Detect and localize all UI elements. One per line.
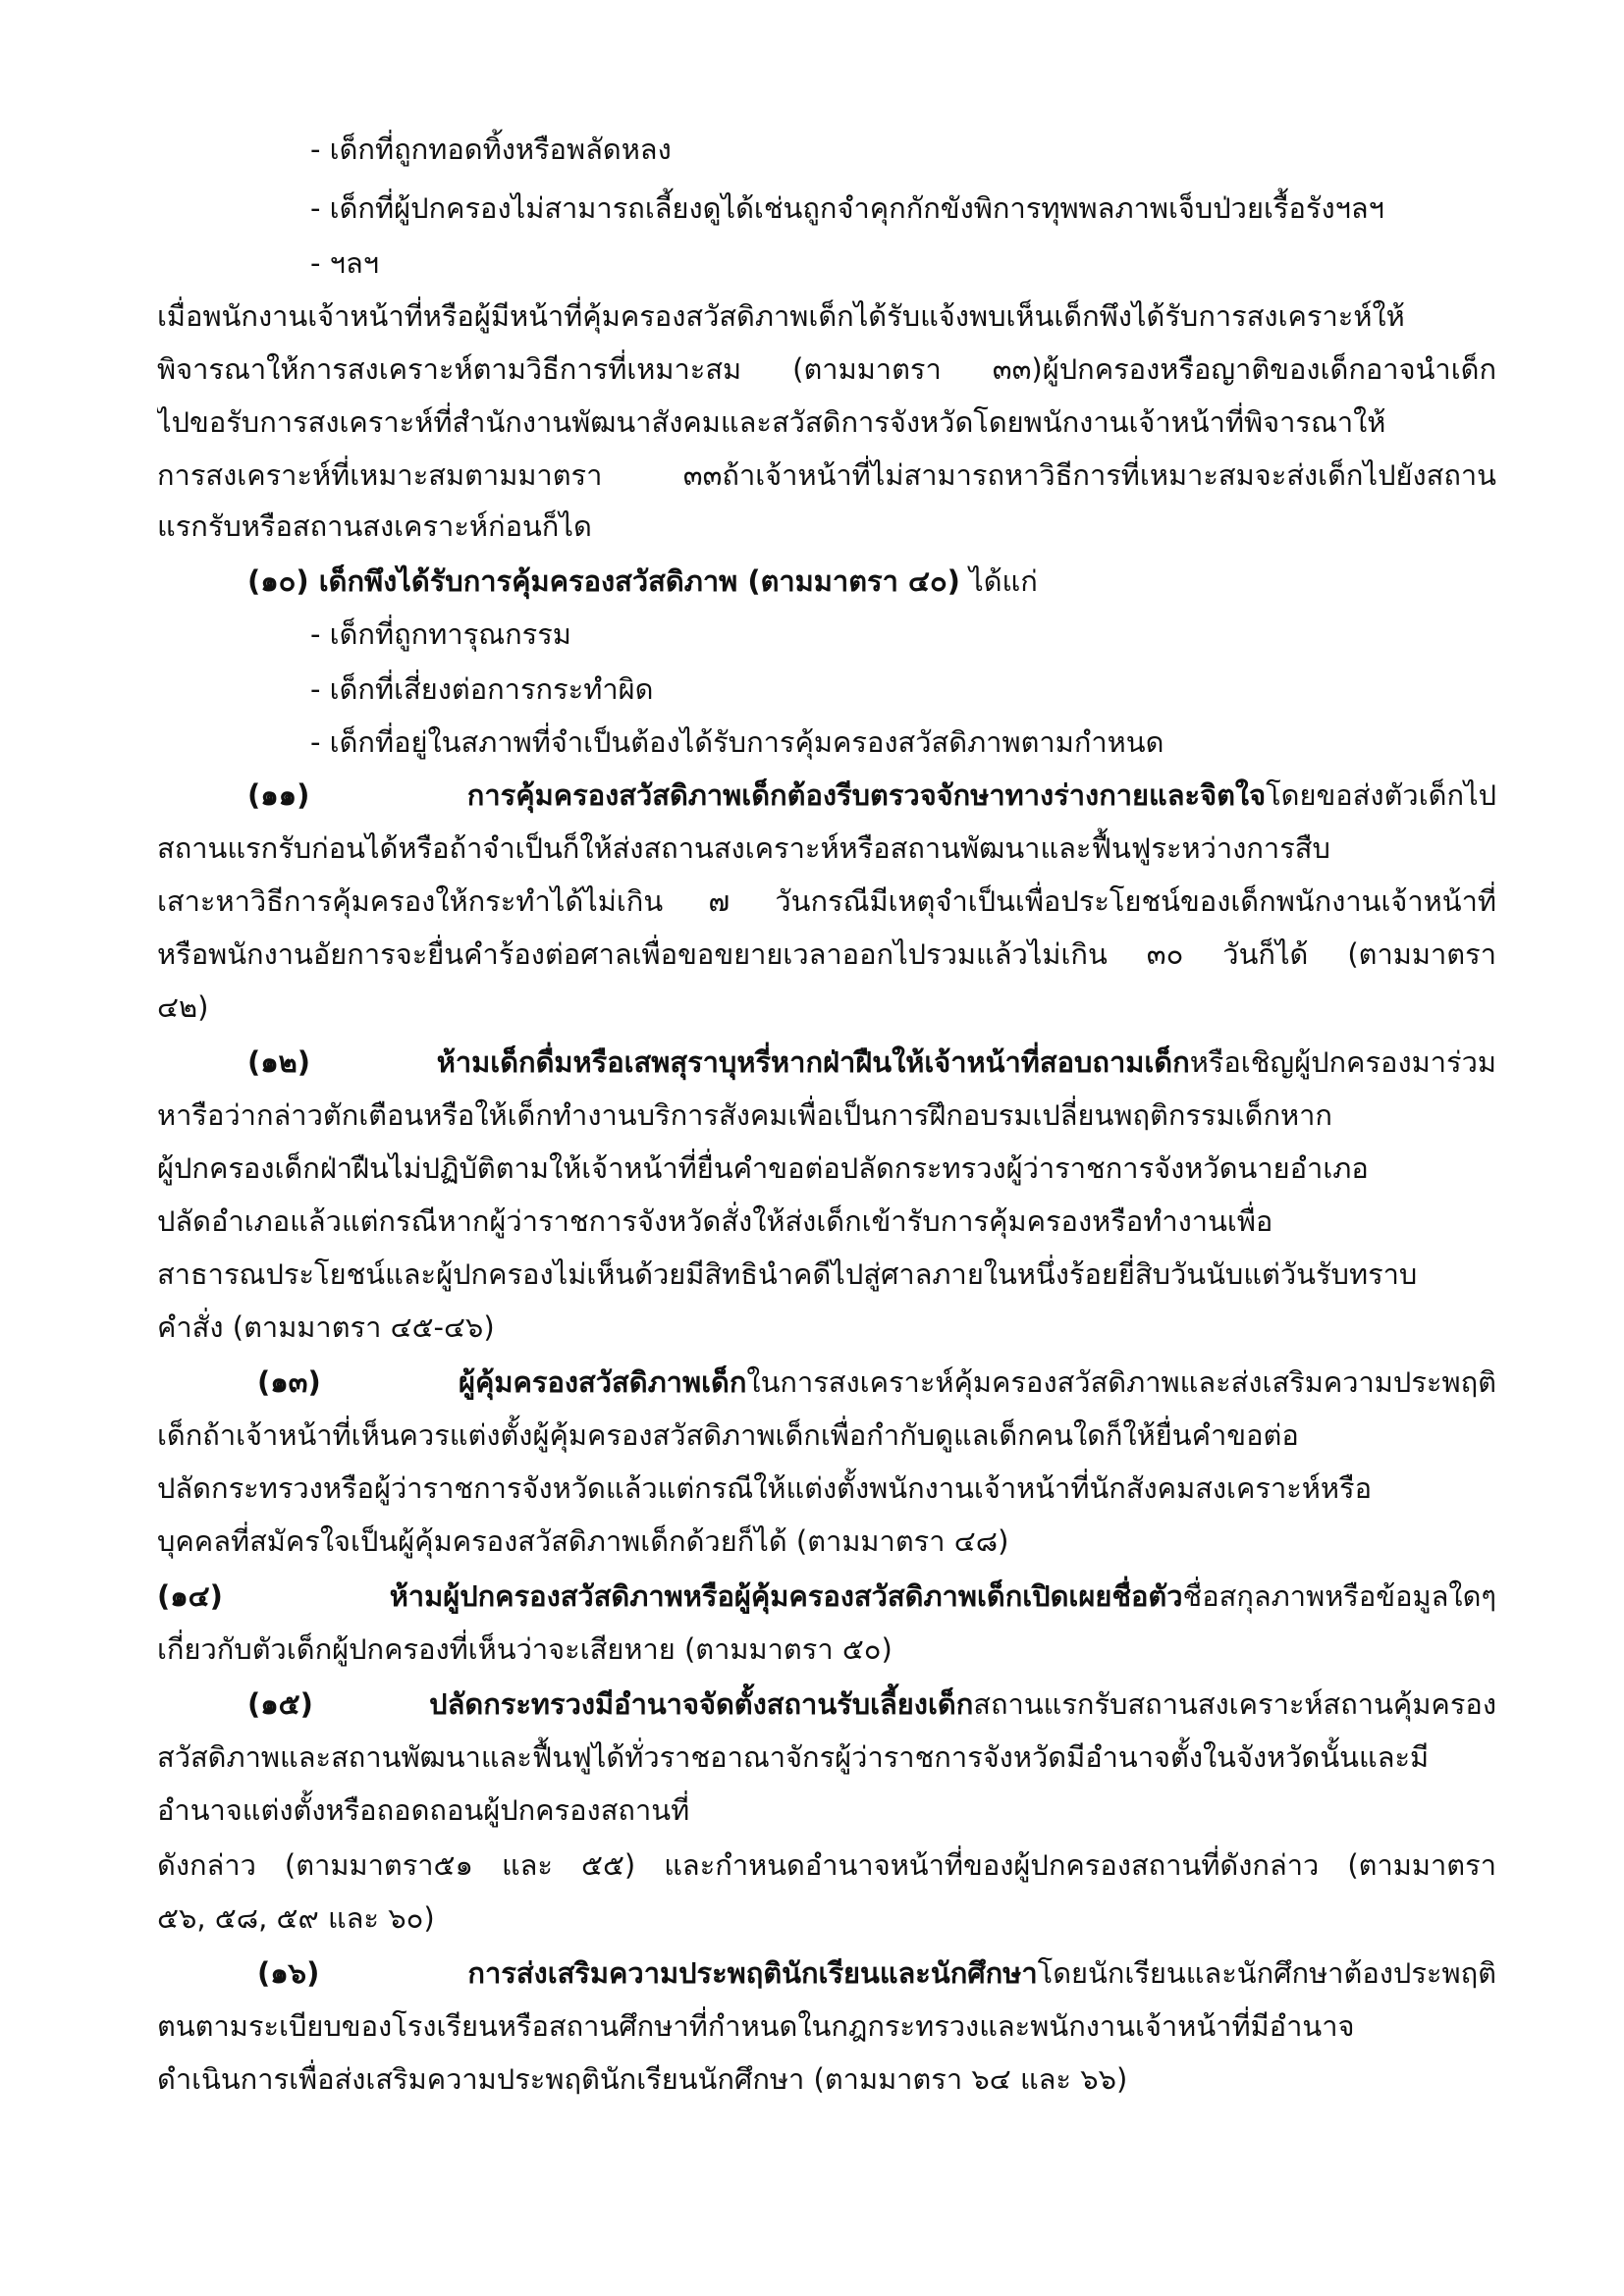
paragraph-line: การสงเคราะห์ที่เหมาะสมตามมาตรา ๓๓ถ้าเจ้าหน้าที่ไม่สามารถหาวิธีการที่เหมาะสมจะส่งเด็กไปยังสถาน [157, 458, 1496, 492]
section-heading: (๑๖) การส่งเสริมความประพฤตินักเรียนและนักศึกษา [257, 1956, 1038, 1990]
section-12-heading-line [247, 1037, 1496, 1088]
list-item: - ฯลฯ [310, 246, 380, 280]
section-10-heading-line [247, 556, 1496, 607]
list-item: - เด็กที่ถูกทอดทิ้งหรือพลัดหลง [310, 133, 672, 166]
paragraph-line: หารือว่ากล่าวตักเตือนหรือให้เด็กทำงานบริการสังคมเพื่อเป็นการฝึกอบรมเปลี่ยนพฤติกรรมเด็กหาก [157, 1098, 1332, 1132]
list-item: - เด็กที่ผู้ปกครองไม่สามารถเลี้ยงดูได้เช่นถูกจำคุกกักขังพิการทุพพลภาพเจ็บป่วยเรื้อรังฯลฯ [310, 191, 1384, 225]
section-heading-tail: โดยขอส่งตัวเด็กไป [1266, 778, 1496, 812]
section-14-heading-line [157, 1571, 1496, 1622]
paragraph-line: ตนตามระเบียบของโรงเรียนหรือสถานศึกษาที่กำหนดในกฎกระทรวงและพนักงานเจ้าหน้าที่มีอำนาจ [157, 2009, 1355, 2043]
section-heading: (๑๔) ห้ามผู้ปกครองสวัสดิภาพหรือผู้คุ้มครองสวัสดิภาพเด็กเปิดเผยชื่อตัว [157, 1579, 1183, 1613]
section-heading-tail: ในการสงเคราะห์คุ้มครองสวัสดิภาพและส่งเสริมความประพฤติ [746, 1365, 1496, 1399]
paragraph-line: อำนาจแต่งตั้งหรือถอดถอนผู้ปกครองสถานที่ [157, 1793, 690, 1827]
paragraph-line: สถานแรกรับก่อนได้หรือถ้าจำเป็นก็ให้ส่งสถานสงเคราะห์หรือสถานพัฒนาและฟื้นฟูระหว่างการสืบ [157, 831, 1330, 865]
section-heading: (๑๓) ผู้คุ้มครองสวัสดิภาพเด็ก [257, 1365, 747, 1399]
section-heading: (๑๐) เด็กพึงได้รับการคุ้มครองสวัสดิภาพ (ตามมาตรา ๔๐) [247, 564, 960, 598]
paragraph-line: ปลัดกระทรวงหรือผู้ว่าราชการจังหวัดแล้วแต่กรณีให้แต่งตั้งพนักงานเจ้าหน้าที่นักสังคมสงเคราะห์หรือ [157, 1471, 1373, 1505]
list-item: - เด็กที่อยู่ในสภาพที่จำเป็นต้องได้รับการคุ้มครองสวัสดิภาพตามกำหนด [310, 725, 1164, 759]
section-13-heading-line [257, 1357, 1496, 1408]
section-heading: (๑๒) ห้ามเด็กดื่มหรือเสพสุราบุหรี่หากฝ่าฝืนให้เจ้าหน้าที่สอบถามเด็ก [247, 1045, 1190, 1079]
section-15-heading-line [247, 1679, 1496, 1730]
list-item: - เด็กที่เสี่ยงต่อการกระทำผิด [310, 672, 654, 706]
paragraph-line: บุคคลที่สมัครใจเป็นผู้คุ้มครองสวัสดิภาพเด็กด้วยก็ได้ (ตามมาตรา ๔๘) [157, 1524, 1009, 1558]
section-heading-tail: ได้แก่ [959, 564, 1038, 598]
paragraph-line: หรือพนักงานอัยการจะยื่นคำร้องต่อศาลเพื่อขอขยายเวลาออกไปรวมแล้วไม่เกิน ๓๐ วันก็ได้ (ตามมาตรา [157, 937, 1496, 971]
section-11-heading-line [247, 770, 1496, 821]
paragraph-line: แรกรับหรือสถานสงเคราะห์ก่อนก็ได [157, 509, 592, 543]
section-heading-tail: ชื่อสกุลภาพหรือข้อมูลใดๆ [1182, 1579, 1496, 1613]
paragraph-line: ดำเนินการเพื่อส่งเสริมความประพฤตินักเรียนนักศึกษา (ตามมาตรา ๖๔ และ ๖๖) [157, 2062, 1128, 2096]
section-heading-tail: หรือเชิญผู้ปกครองมาร่วม [1189, 1045, 1496, 1079]
section-heading: (๑๑) การคุ้มครองสวัสดิภาพเด็กต้องรีบตรวจจักษาทางร่างกายและจิตใจ [247, 778, 1267, 812]
paragraph-line: ๔๒) [157, 990, 209, 1024]
paragraph-line: เสาะหาวิธีการคุ้มครองให้กระทำได้ไม่เกิน ๗ วันกรณีมีเหตุจำเป็นเพื่อประโยชน์ของเด็กพนักงานเจ้าหน้าที่ [157, 884, 1496, 918]
paragraph-line: เกี่ยวกับตัวเด็กผู้ปกครองที่เห็นว่าจะเสียหาย (ตามมาตรา ๕๐) [157, 1632, 893, 1666]
section-heading: (๑๕) ปลัดกระทรวงมีอำนาจจัดตั้งสถานรับเลี้ยงเด็ก [247, 1687, 974, 1721]
paragraph-line: ปลัดอำเภอแล้วแต่กรณีหากผู้ว่าราชการจังหวัดสั่งให้ส่งเด็กเข้ารับการคุ้มครองหรือทำงานเพื่อ [157, 1204, 1273, 1238]
list-item: - เด็กที่ถูกทารุณกรรม [310, 617, 571, 651]
paragraph-line: สาธารณประโยชน์และผู้ปกครองไม่เห็นด้วยมีสิทธินำคดีไปสู่ศาลภายในหนึ่งร้อยยี่สิบวันนับแต่วันรับทราบ [157, 1257, 1418, 1291]
paragraph-line: ไปขอรับการสงเคราะห์ที่สำนักงานพัฒนาสังคมและสวัสดิการจังหวัดโดยพนักงานเจ้าหน้าที่พิจารณาให้ [157, 405, 1386, 439]
paragraph-line: ผู้ปกครองเด็กฝ่าฝืนไม่ปฏิบัติตามให้เจ้าหน้าที่ยื่นคำขอต่อปลัดกระทรวงผู้ว่าราชการจังหวัดนายอำเภอ [157, 1151, 1369, 1185]
paragraph-line: เด็กถ้าเจ้าหน้าที่เห็นควรแต่งตั้งผู้คุ้มครองสวัสดิภาพเด็กเพื่อกำกับดูแลเด็กคนใดก็ให้ยื่นคำขอต่อ [157, 1418, 1299, 1452]
section-16-heading-line [257, 1948, 1496, 1999]
paragraph-line: สวัสดิภาพและสถานพัฒนาและฟื้นฟูได้ทั่วราชอาณาจักรผู้ว่าราชการจังหวัดมีอำนาจตั้งในจังหวัดนั้นและมี [157, 1740, 1430, 1774]
paragraph-line: ดังกล่าว (ตามมาตรา๕๑ และ ๕๕) และกำหนดอำนาจหน้าที่ของผู้ปกครองสถานที่ดังกล่าว (ตามมาตรา [157, 1848, 1496, 1882]
section-heading-tail: โดยนักเรียนและนักศึกษาต้องประพฤติ [1037, 1956, 1496, 1990]
paragraph-line: คำสั่ง (ตามมาตรา ๔๕-๔๖) [157, 1310, 495, 1344]
paragraph-line: พิจารณาให้การสงเคราะห์ตามวิธีการที่เหมาะสม (ตามมาตรา ๓๓)ผู้ปกครองหรือญาติของเด็กอาจนำเด็ก [157, 352, 1496, 386]
paragraph-line: ๕๖, ๕๘, ๕๙ และ ๖๐) [157, 1901, 435, 1935]
paragraph-line: เมื่อพนักงานเจ้าหน้าที่หรือผู้มีหน้าที่คุ้มครองสวัสดิภาพเด็กได้รับแจ้งพบเห็นเด็กพึงได้รับการสงเคราะห์ให้ [157, 299, 1405, 333]
section-heading-tail: สถานแรกรับสถานสงเคราะห์สถานคุ้มครอง [973, 1687, 1496, 1721]
